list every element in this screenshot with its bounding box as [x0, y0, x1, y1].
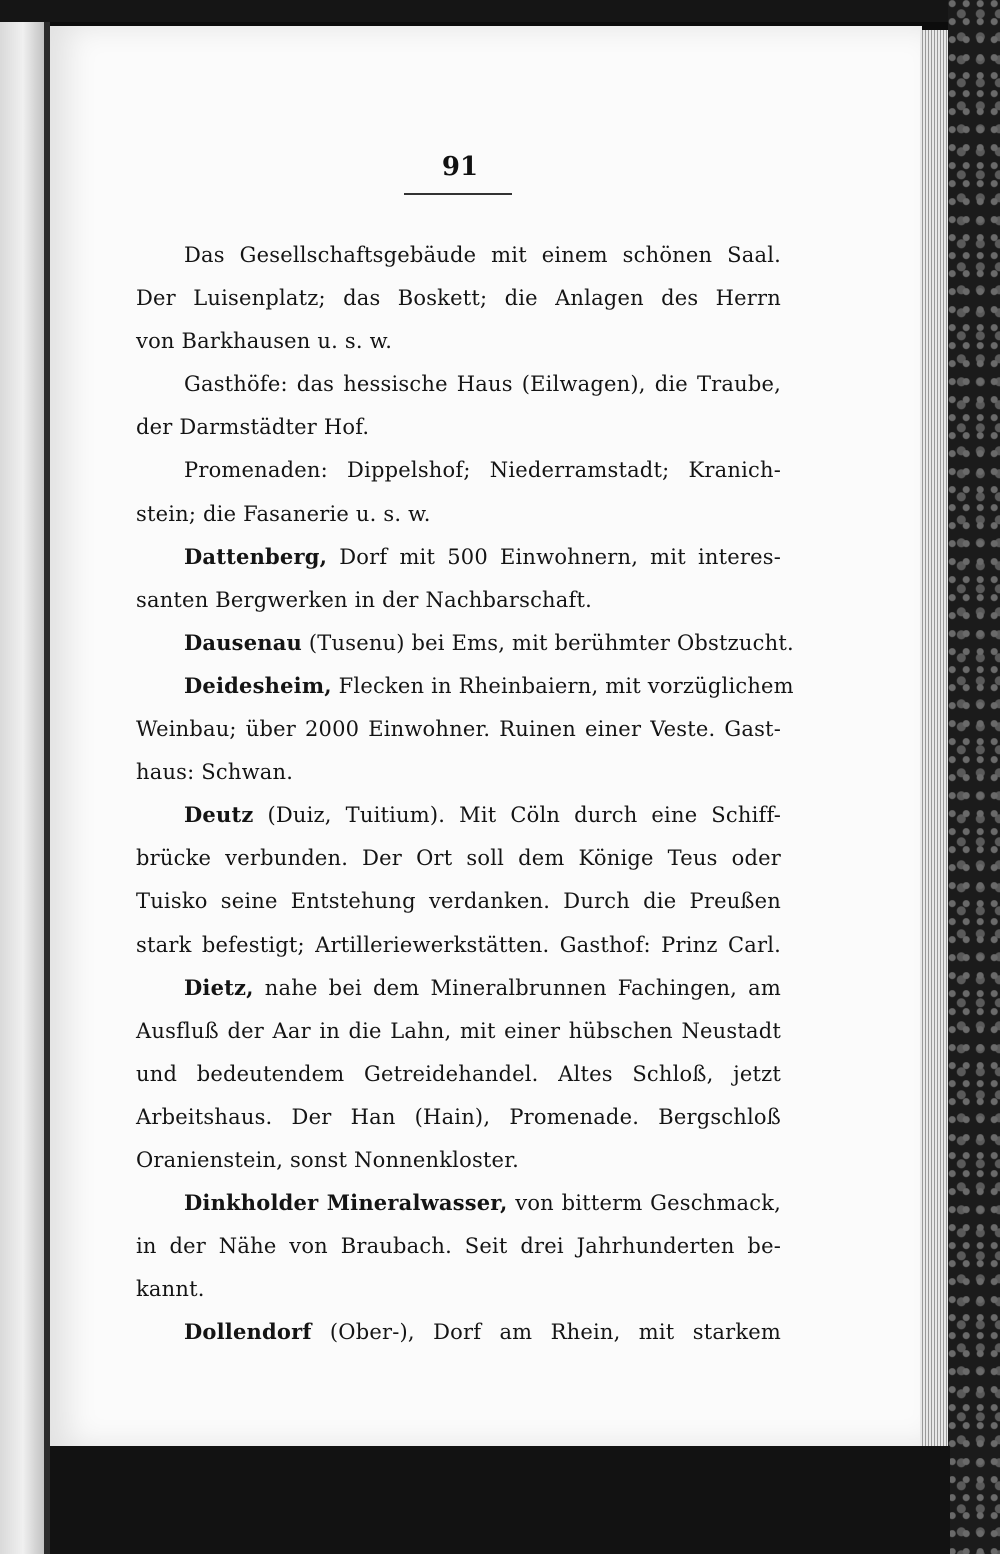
line-text: brücke verbunden. Der Ort soll dem Könige Teus oder: [136, 846, 781, 871]
text-line: [136, 1224, 781, 1267]
text-line: [136, 1267, 781, 1310]
line-text: Promenaden: Dippelshof; Niederramstadt; Kranich-: [184, 458, 781, 483]
scan-border-top: [0, 0, 1000, 22]
line-text: Dorf mit 500 Einwohnern, mit interes-: [327, 544, 781, 569]
line-text: santen Bergwerken in der Nachbarschaft.: [136, 587, 592, 612]
line-text: stark befestigt; Artilleriewerkstätten. Gasthof: Prinz Carl.: [136, 932, 781, 957]
entry-headword: Dinkholder Mineralwasser,: [184, 1190, 508, 1216]
line-text: Tuisko seine Entstehung verdanken. Durch die Preußen: [136, 889, 781, 914]
line-text: Das Gesellschaftsgebäude mit einem schönen Saal.: [184, 243, 781, 267]
line-text: nahe bei dem Mineralbrunnen Fachingen, am: [253, 975, 781, 1000]
line-text: von bitterm Geschmack,: [507, 1191, 782, 1216]
text-line: [136, 1138, 781, 1181]
line-text: der Darmstädter Hof.: [136, 415, 370, 440]
text-line: [136, 319, 781, 362]
text-line: [136, 879, 781, 922]
text-line: [136, 750, 781, 793]
page-edges-fore-edge: [920, 30, 950, 1450]
scan-border-bottom: [50, 1446, 950, 1554]
text-line: [136, 1310, 781, 1353]
line-text: Ausfluß der Aar in die Lahn, mit einer hübschen Neustadt: [136, 1018, 781, 1043]
line-text: und bedeutendem Getreidehandel. Altes Schloß, jetzt: [136, 1061, 781, 1086]
line-text: haus: Schwan.: [136, 760, 294, 785]
text-line: [136, 966, 781, 1009]
facing-page-edge: [0, 22, 46, 1554]
text-line: [136, 492, 781, 535]
body-text: [136, 233, 794, 1353]
line-text: Der Luisenplatz; das Boskett; die Anlagen des Herrn: [136, 286, 781, 311]
line-text: Oranienstein, sonst Nonnenkloster.: [136, 1147, 519, 1172]
text-line: [136, 1095, 781, 1138]
line-text: kannt.: [136, 1277, 205, 1302]
entry-headword: Deidesheim,: [184, 672, 332, 698]
text-line: [136, 621, 794, 664]
text-line: [136, 362, 781, 405]
entry-headword: Dattenberg,: [184, 543, 328, 569]
text-line: [136, 923, 781, 966]
line-text: Weinbau; über 2000 Einwohner. Ruinen einer Veste. Gast-: [136, 717, 781, 742]
header-rule: [404, 193, 512, 195]
line-text: Arbeitshaus. Der Han (Hain), Promenade. Bergschloß: [136, 1104, 781, 1129]
line-text: (Tusenu) bei Ems, mit berühmter Obstzucht.: [302, 630, 794, 655]
marbled-cover: [948, 0, 1000, 1554]
line-text: (Ober-), Dorf am Rhein, mit starkem: [311, 1320, 781, 1345]
text-line: [136, 578, 781, 621]
text-line: [136, 535, 781, 578]
text-line: [136, 276, 781, 319]
text-line: [136, 707, 781, 750]
entry-headword: Dietz,: [184, 974, 254, 1000]
text-line: [136, 793, 781, 836]
text-line: [136, 1181, 781, 1224]
text-line: [136, 233, 781, 276]
text-line: [136, 1009, 781, 1052]
entry-headword: Deutz: [184, 802, 254, 828]
line-text: stein; die Fasanerie u. s. w.: [136, 501, 431, 526]
line-text: von Barkhausen u. s. w.: [136, 329, 393, 354]
page-number: 91: [441, 152, 479, 182]
entry-headword: Dollendorf: [184, 1319, 312, 1345]
text-line: [136, 836, 781, 879]
text-line: [136, 448, 781, 491]
line-text: in der Nähe von Braubach. Seit drei Jahrhunderten be-: [136, 1234, 781, 1259]
line-text: (Duiz, Tuitium). Mit Cöln durch eine Schiff-: [253, 803, 781, 828]
line-text: Gasthöfe: das hessische Haus (Eilwagen), die Traube,: [184, 372, 781, 397]
text-line: [136, 405, 781, 448]
line-text: Flecken in Rheinbaiern, mit vorzüglichem: [331, 673, 794, 698]
text-line: [136, 664, 794, 707]
text-line: [136, 1052, 781, 1095]
entry-headword: Dausenau: [184, 629, 303, 655]
